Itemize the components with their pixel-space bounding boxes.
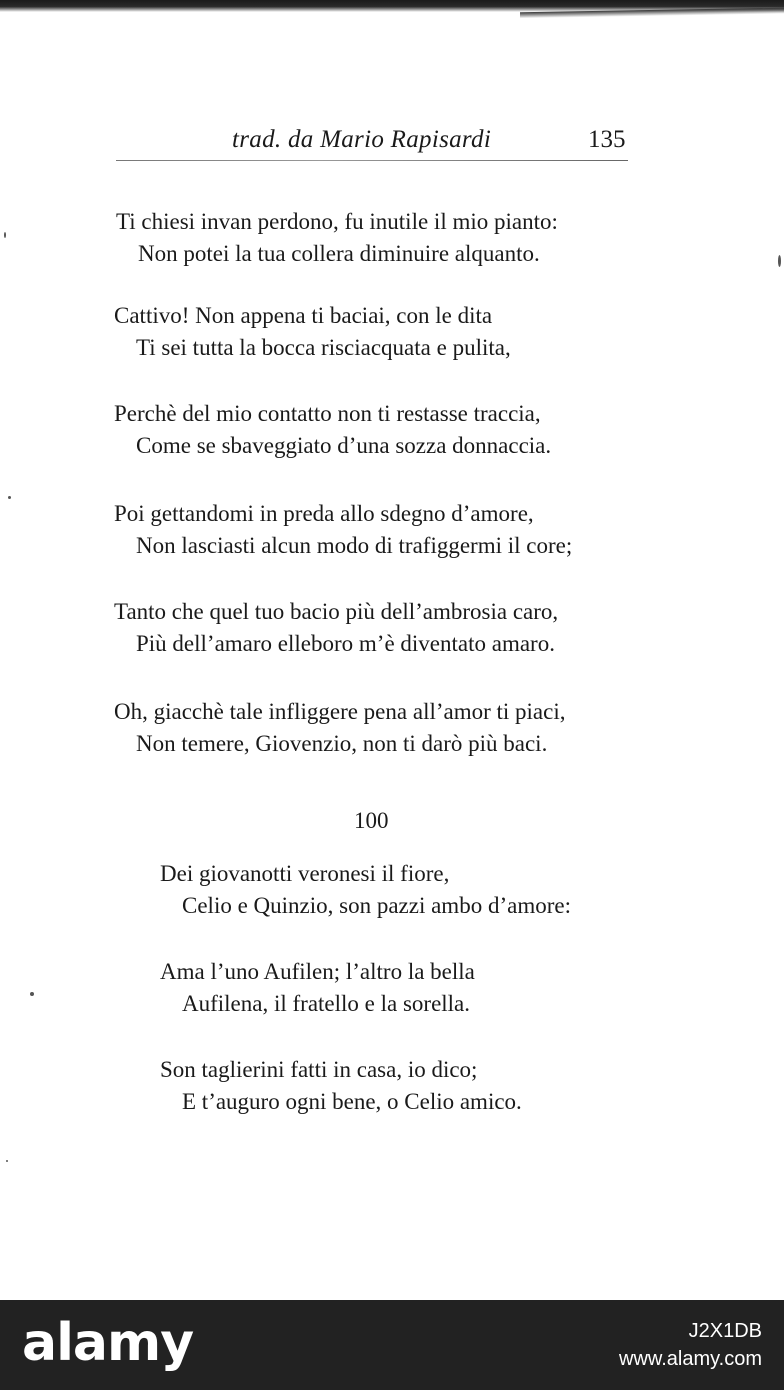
verse-line: Più dell’amaro elleboro m’è diventato amaro.	[136, 631, 555, 656]
stanza	[114, 398, 551, 462]
stanza	[114, 300, 511, 364]
site-url: www.alamy.com	[619, 1348, 762, 1370]
stanza	[160, 1054, 522, 1118]
verse-line: Ti sei tutta la bocca risciacquata e pulita,	[136, 335, 511, 360]
scan-speck	[8, 496, 11, 499]
running-title: trad. da Mario Rapisardi	[232, 126, 492, 153]
verse-line: Tanto che quel tuo bacio più dell’ambrosia caro,	[114, 599, 559, 624]
header-rule	[116, 160, 628, 161]
verse-line: Poi gettandomi in preda allo sdegno d’amore,	[114, 501, 534, 526]
scan-speck	[778, 255, 781, 267]
brand-logo: alamy	[22, 1313, 194, 1373]
page-number: 135	[588, 126, 626, 153]
scan-speck	[4, 232, 6, 238]
watermark-footer	[0, 1300, 784, 1390]
verse-line: Oh, giacchè tale infliggere pena all’amor ti piaci,	[114, 699, 566, 724]
verse-line: Non lasciasti alcun modo di trafiggermi il core;	[136, 533, 573, 558]
stanza	[114, 596, 558, 660]
verse-line: Cattivo! Non appena ti baciai, con le dita	[114, 303, 493, 328]
stanza	[160, 956, 475, 1020]
stanza	[114, 696, 566, 760]
stanza	[160, 858, 571, 922]
verse-line: Non temere, Giovenzio, non ti darò più baci.	[136, 731, 548, 756]
verse-line: Ti chiesi invan perdono, fu inutile il mio pianto:	[116, 209, 558, 234]
stanza	[114, 498, 572, 562]
verse-line: Ama l’uno Aufilen; l’altro la bella	[160, 959, 475, 984]
verse-line: Non potei la tua collera diminuire alquanto.	[138, 241, 540, 266]
stanza	[116, 206, 558, 270]
verse-line: Son taglierini fatti in casa, io dico;	[160, 1057, 478, 1082]
verse-line: Dei giovanotti veronesi il fiore,	[160, 861, 450, 886]
poem-number: 100	[354, 808, 389, 833]
image-id: J2X1DB	[688, 1320, 762, 1342]
verse-line: Celio e Quinzio, son pazzi ambo d’amore:	[182, 893, 571, 918]
verse-line: Perchè del mio contatto non ti restasse traccia,	[114, 401, 541, 426]
scan-speck	[6, 1160, 8, 1162]
verse-line: Come se sbaveggiato d’una sozza donnaccia.	[136, 433, 552, 458]
verse-line: Aufilena, il fratello e la sorella.	[182, 991, 471, 1016]
verse-line: E t’auguro ogni bene, o Celio amico.	[182, 1089, 522, 1114]
scan-speck	[30, 992, 34, 996]
